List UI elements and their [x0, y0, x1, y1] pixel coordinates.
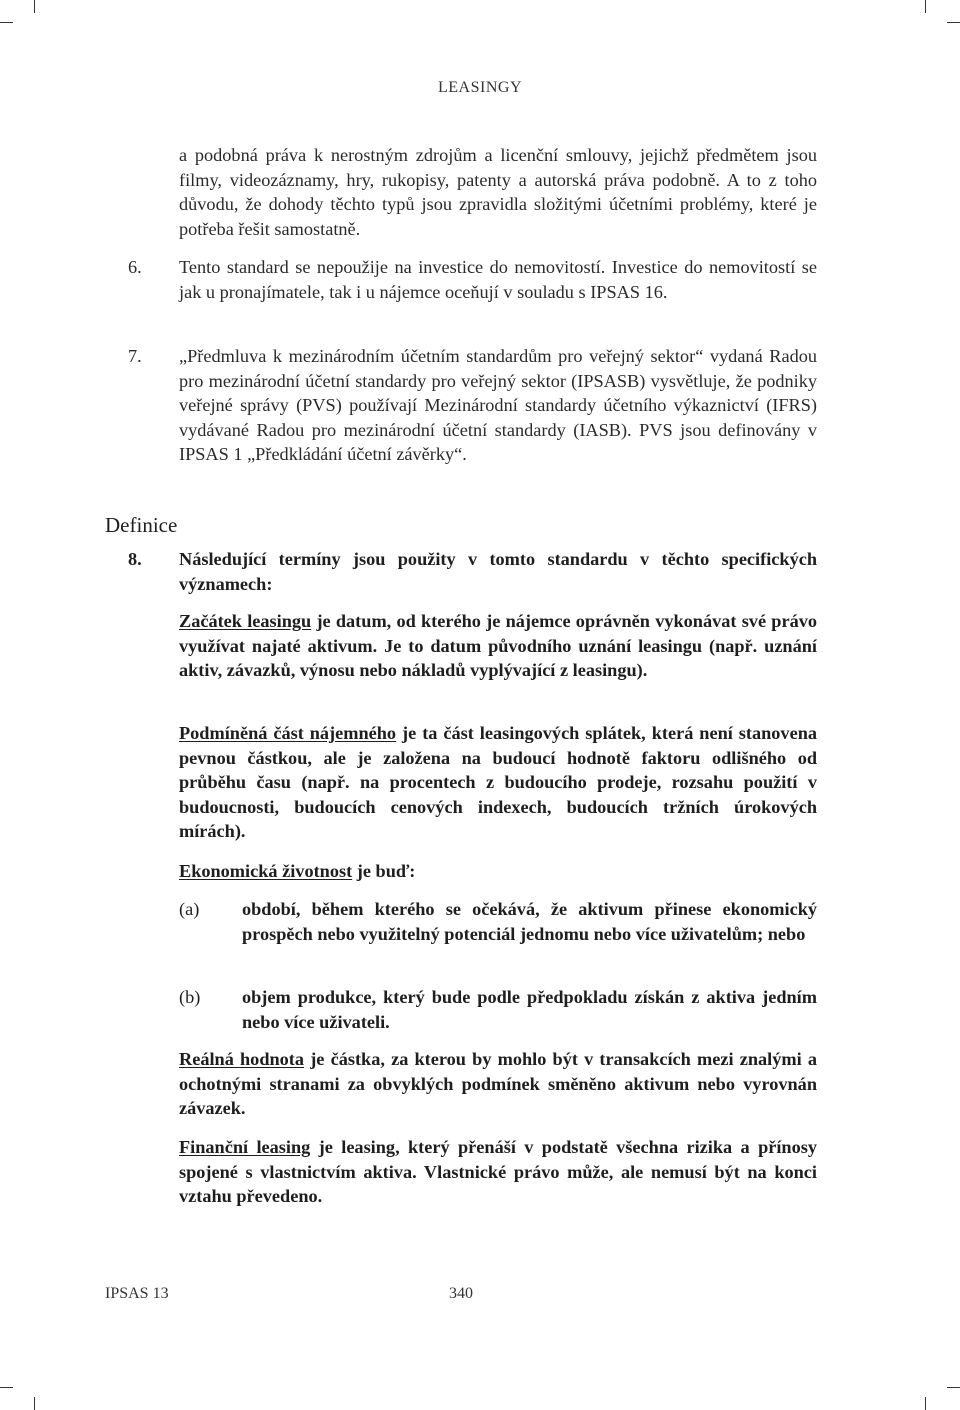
- paragraph-6: Tento standard se nepoužije na investice do nemovitostí. Investice do nemovitostí se jak u pronajímatele, tak i u nájemce oceňují v souladu s IPSAS 16.: [179, 257, 817, 302]
- paragraph-8-intro: Následující termíny jsou použity v tomto standardu v těchto specifických významech:: [179, 549, 817, 594]
- footer-standard: IPSAS 13: [105, 1285, 169, 1302]
- definition-term: Ekonomická životnost: [179, 861, 353, 881]
- list-item-b: objem produkce, který bude podle předpokladu získán z aktiva jedním nebo více uživateli.: [242, 987, 817, 1032]
- paragraph-7-number: 7.: [128, 346, 142, 366]
- crop-mark: [947, 1387, 960, 1388]
- definition-fair-value: [179, 1047, 817, 1121]
- paragraph-8-number: 8.: [128, 549, 142, 569]
- definition-finance-lease: [179, 1135, 817, 1209]
- definition-text: je buď:: [352, 861, 416, 881]
- definition-term: Začátek leasingu: [179, 611, 312, 631]
- crop-mark: [34, 0, 35, 13]
- definition-inception: [179, 609, 817, 683]
- crop-mark: [0, 1387, 13, 1388]
- definition-term: Finanční leasing: [179, 1137, 311, 1157]
- section-heading: Definice: [105, 513, 178, 537]
- definition-text: je ta část leasingových splátek, která není stanovena pevnou částkou, ale je založena na budoucí hodnotě faktoru odlišného od průběhu času (např. na procentech z budoucího prodeje, rozsahu použití v budoucnosti, budoucích cenových indexech, budoucích tržních úrokových mírách).: [179, 723, 817, 842]
- list-label-b: (b): [179, 987, 201, 1007]
- definition-text: je částka, za kterou by mohlo být v transakcích mezi znalými a ochotnými stranami za obvyklých podmínek směněno aktivum nebo vyrovnán závazek.: [179, 1049, 817, 1119]
- crop-mark: [925, 0, 926, 13]
- running-header: LEASINGY: [438, 79, 522, 96]
- definition-contingent-rent: [179, 721, 817, 844]
- list-label-a: (a): [179, 899, 200, 919]
- definition-economic-life: [179, 859, 817, 884]
- definition-term: Podmíněná část nájemného: [179, 723, 397, 743]
- paragraph-6-number: 6.: [128, 257, 142, 277]
- paragraph-5-continuation: a podobná práva k nerostným zdrojům a licenční smlouvy, jejichž předmětem jsou filmy, videozáznamy, hry, rukopisy, patenty a autorská práva podobně. A to z toho důvodu, že dohody těchto typů jsou zpravidla složitými účetními problémy, které je potřeba řešit samostatně.: [179, 145, 817, 239]
- paragraph-7: „Předmluva k mezinárodním účetním standardům pro veřejný sektor“ vydaná Radou pro mezinárodní účetní standardy pro veřejný sektor (IPSASB) vysvětluje, že podniky veřejné správy (PVS) používají Mezinárodní standardy účetního výkaznictví (IFRS) vydávané Radou pro mezinárodní účetní standardy (IASB). PVS jsou definovány v IPSAS 1 „Předkládání účetní závěrky“.: [179, 346, 817, 465]
- crop-mark: [34, 1397, 35, 1410]
- crop-mark: [947, 22, 960, 23]
- definition-text: je leasing, který přenáší v podstatě všechna rizika a přínosy spojené s vlastnictvím aktiva. Vlastnické právo může, ale nemusí být na konci vztahu převedeno.: [179, 1137, 817, 1207]
- crop-mark: [925, 1397, 926, 1410]
- list-item-a: období, během kterého se očekává, že aktivum přinese ekonomický prospěch nebo využitelný potenciál jednomu nebo více uživatelům; nebo: [242, 899, 817, 944]
- definition-term: Reálná hodnota: [179, 1049, 305, 1069]
- definition-text: je datum, od kterého je nájemce oprávněn vykonávat své právo využívat najaté aktivum. Je to datum původního uznání leasingu (např. uznání aktiv, závazků, výnosu nebo nákladů vyplývající z leasingu).: [179, 611, 818, 681]
- footer-page-number: 340: [449, 1285, 473, 1302]
- crop-mark: [0, 22, 13, 23]
